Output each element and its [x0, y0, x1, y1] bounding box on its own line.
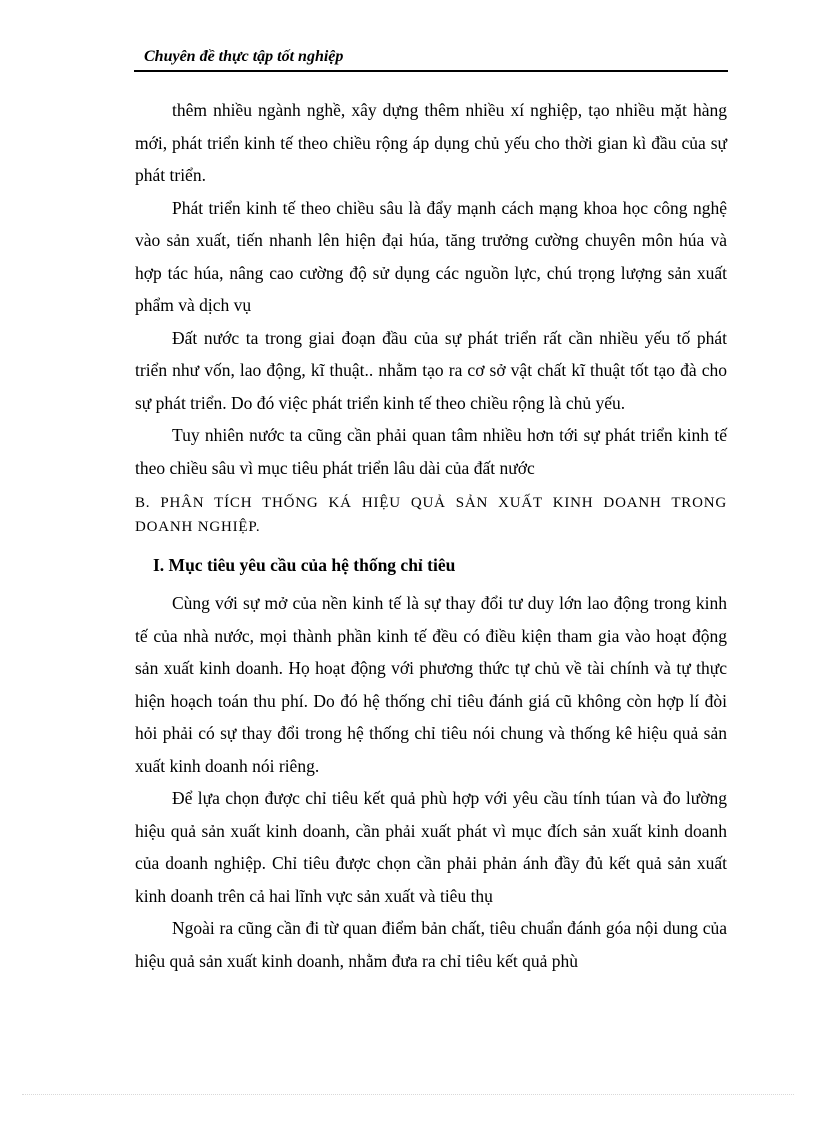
bottom-divider — [22, 1094, 794, 1095]
paragraph-2: Phát triển kinh tế theo chiều sâu là đẩy mạnh cách mạng khoa học công nghệ vào sản xuất, tiến nhanh lên hiện đại húa, tăng trưởng cường chuyên môn húa và hợp tác húa, nâng cao cường độ sử dụng các nguồn lực, chú trọng lượng sản xuất phẩm và dịch vụ — [135, 197, 727, 315]
paragraph-1: thêm nhiều ngành nghề, xây dựng thêm nhiều xí nghiệp, tạo nhiều mặt hàng mới, phát triển kinh tế theo chiều rộng áp dụng chủ yếu cho thời gian kì đầu của sự phát triển. — [135, 100, 727, 185]
header-title: Chuyên đề thực tập tốt nghiệp — [144, 48, 344, 65]
paragraph-5: Cùng với sự mở của nền kinh tế là sự thay đổi tư duy lớn lao động trong kinh tế của nhà nước, mọi thành phần kinh tế đều có điều kiện tham gia vào hoạt động sản xuất kinh doanh. Họ hoạt động với phương thức tự chủ về tài chính và tự thực hiện hoạch toán thu phí. Do đó hệ thống chỉ tiêu đánh giá cũ không còn hợp lí đòi hỏi phải có sự thay đổi trong hệ thống chỉ tiêu nói chung và thống kê hiệu quả sản xuất kinh doanh nói riêng. — [135, 593, 727, 776]
paragraph-3: Đất nước ta trong giai đoạn đầu của sự phát triển rất cần nhiều yếu tố phát triển như vốn, lao động, kĩ thuật.. nhằm tạo ra cơ sở vật chất kĩ thuật tốt tạo đà cho sự phát triển. Do đó việc phát triển kinh tế theo chiều rộng là chủ yếu. — [135, 327, 727, 413]
document-body — [135, 94, 727, 977]
paragraph-7: Ngoài ra cũng cần đi từ quan điểm bản chất, tiêu chuẩn đánh góa nội dung của hiệu quả sản xuất kinh doanh, nhằm đưa ra chỉ tiêu kết quả phù — [135, 918, 727, 971]
paragraph-6: Để lựa chọn được chỉ tiêu kết quả phù hợp với yêu cầu tính túan và đo lường hiệu quả sản xuất kinh doanh, cần phải xuất phát vì mục đích sản xuất kinh doanh của doanh nghiệp. Chỉ tiêu được chọn cần phải phản ánh đầy đủ kết quả sản xuất kinh doanh trên cả hai lĩnh vực sản xuất và tiêu thụ — [135, 788, 727, 906]
section-i-heading: I. Mục tiêu yêu cầu của hệ thống chỉ tiêu — [153, 555, 456, 575]
section-b-heading: B. PHÂN TÍCH THỐNG KÁ HIỆU QUẢ SẢN XUẤT KINH DOANH TRONG DOANH NGHIỆP. — [135, 495, 727, 535]
paragraph-4: Tuy nhiên nước ta cũng cần phải quan tâm nhiều hơn tới sự phát triển kinh tế theo chiều sâu vì mục tiêu phát triển lâu dài của đất nước — [135, 425, 727, 478]
page-header — [134, 46, 728, 72]
